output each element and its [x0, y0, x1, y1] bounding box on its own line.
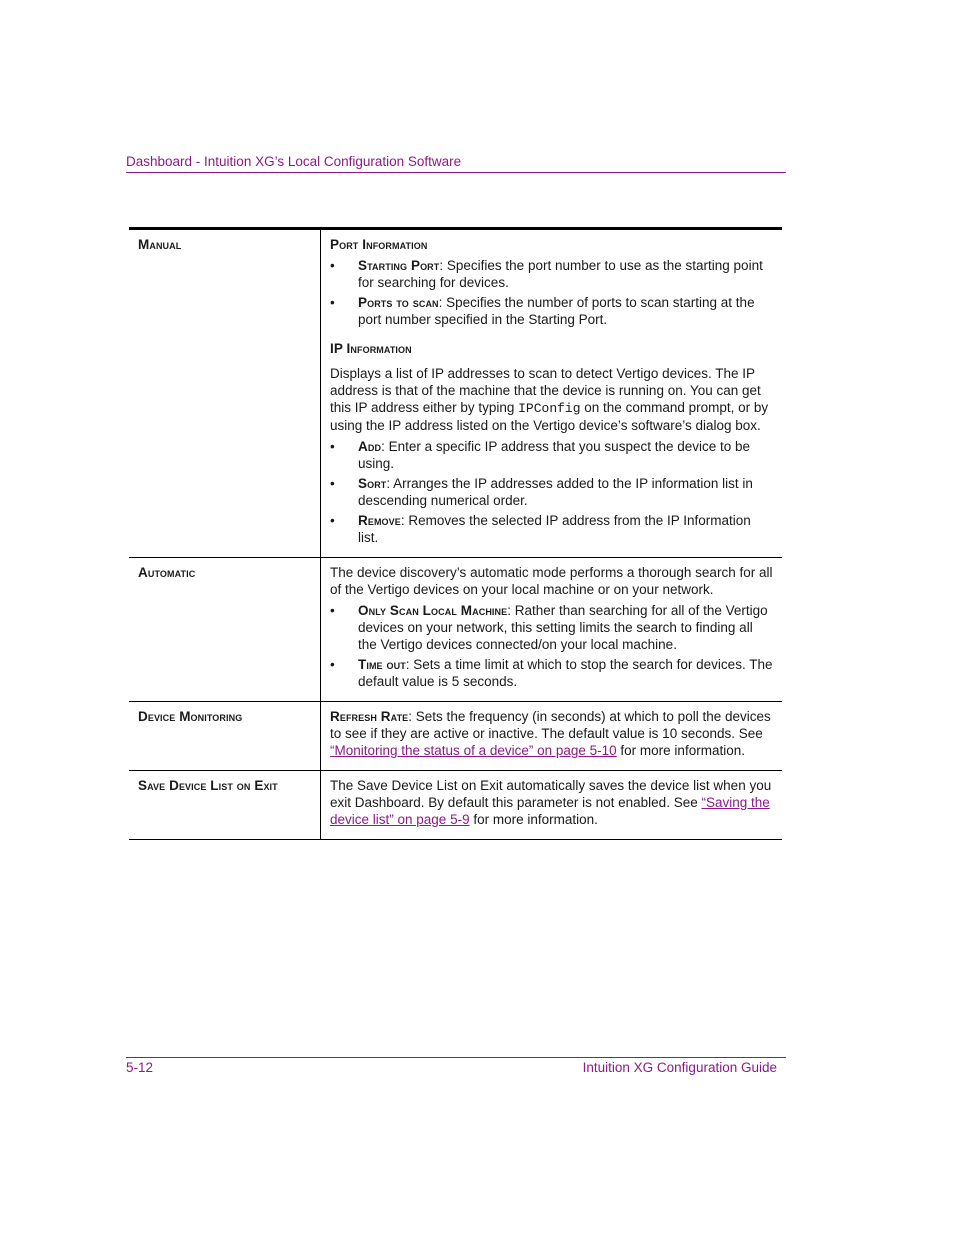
row-label: Save Device List on Exit [138, 778, 278, 793]
cross-reference-link[interactable]: “Monitoring the status of a device” on page 5-10 [330, 743, 617, 758]
footer-divider [126, 1057, 786, 1058]
list-item [330, 257, 773, 291]
bullet-icon: • [330, 258, 335, 273]
bullet-list [330, 257, 773, 328]
row-description-cell [321, 771, 783, 840]
paragraph-text: for more information. [616, 743, 745, 758]
section-heading: IP Information [330, 341, 412, 356]
term: Starting Port [358, 258, 440, 273]
term-description: : Enter a specific IP address that you suspect the device to be using. [358, 439, 751, 471]
paragraph [330, 777, 773, 828]
footer-guide-title: Intuition XG Configuration Guide [582, 1060, 777, 1075]
paragraph-text: for more information. [469, 812, 598, 827]
paragraph-text: : Sets the frequency (in seconds) at which to poll the devices to see if they are active or inactive. The default value is 10 seconds. See [330, 709, 771, 741]
table-row [129, 771, 782, 840]
list-item [330, 438, 773, 472]
term: Remove [358, 513, 401, 528]
list-item [330, 475, 773, 509]
row-label-cell [129, 702, 321, 771]
running-header: Dashboard - Intuition XG’s Local Configuration Software [126, 154, 462, 169]
term: Time out [358, 657, 406, 672]
row-label-cell [129, 229, 321, 558]
term-description: : Arranges the IP addresses added to the IP information list in descending numerical order. [358, 476, 753, 508]
section-heading: Port Information [330, 237, 428, 252]
options-table [129, 227, 782, 840]
bullet-list [330, 602, 773, 690]
row-description-cell [321, 702, 783, 771]
bullet-icon: • [330, 295, 335, 310]
term: Ports to scan [358, 295, 439, 310]
table-row [129, 702, 782, 771]
cross-reference-link[interactable]: “Saving the device list” on page 5-9 [330, 795, 770, 827]
row-label-cell [129, 558, 321, 702]
term: Add [358, 439, 382, 454]
term: Sort [358, 476, 387, 491]
term-description: : Specifies the number of ports to scan starting at the port number specified in the Starting Port. [358, 295, 755, 327]
paragraph [330, 365, 773, 434]
paragraph-text: The Save Device List on Exit automatically saves the device list when you exit Dashboard. By default this parameter is not enabled. See [330, 778, 772, 810]
term-description: : Specifies the port number to use as the starting point for searching for devices. [358, 258, 763, 290]
code-text: IPConfig [518, 401, 581, 416]
term-description: : Rather than searching for all of the Vertigo devices on your network, this setting limits the search to finding all the Vertigo devices connected/on your local machine. [358, 603, 768, 652]
list-item [330, 294, 773, 328]
bullet-icon: • [330, 476, 335, 491]
row-label: Automatic [138, 565, 196, 580]
bullet-icon: • [330, 603, 335, 618]
paragraph [330, 708, 773, 759]
paragraph-text: on the command prompt, or by using the IP address listed on the Vertigo device’s software’s dialog box. [330, 400, 769, 433]
bullet-icon: • [330, 657, 335, 672]
table-row [129, 558, 782, 702]
table-row [129, 229, 782, 558]
bullet-list [330, 438, 773, 546]
term-description: : Sets a time limit at which to stop the search for devices. The default value is 5 seconds. [358, 657, 773, 689]
list-item [330, 512, 773, 546]
row-description-cell [321, 229, 783, 558]
row-label-cell [129, 771, 321, 840]
term-description: : Removes the selected IP address from the IP Information list. [358, 513, 751, 545]
page-number: 5-12 [126, 1060, 154, 1075]
paragraph-text: Displays a list of IP addresses to scan to detect Vertigo devices. The IP address is that of the machine that the device is running on. You can get this IP address either by typing [330, 366, 761, 415]
row-description-cell [321, 558, 783, 702]
paragraph: The device discovery’s automatic mode performs a thorough search for all of the Vertigo devices on your local machine or on your network. [330, 565, 773, 597]
bullet-icon: • [330, 439, 335, 454]
header-divider [126, 172, 786, 173]
list-item [330, 602, 773, 653]
term: Only Scan Local Machine [358, 603, 508, 618]
term: Refresh Rate [330, 709, 409, 724]
list-item [330, 656, 773, 690]
bullet-icon: • [330, 513, 335, 528]
row-label: Device Monitoring [138, 709, 243, 724]
row-label: Manual [138, 237, 182, 252]
